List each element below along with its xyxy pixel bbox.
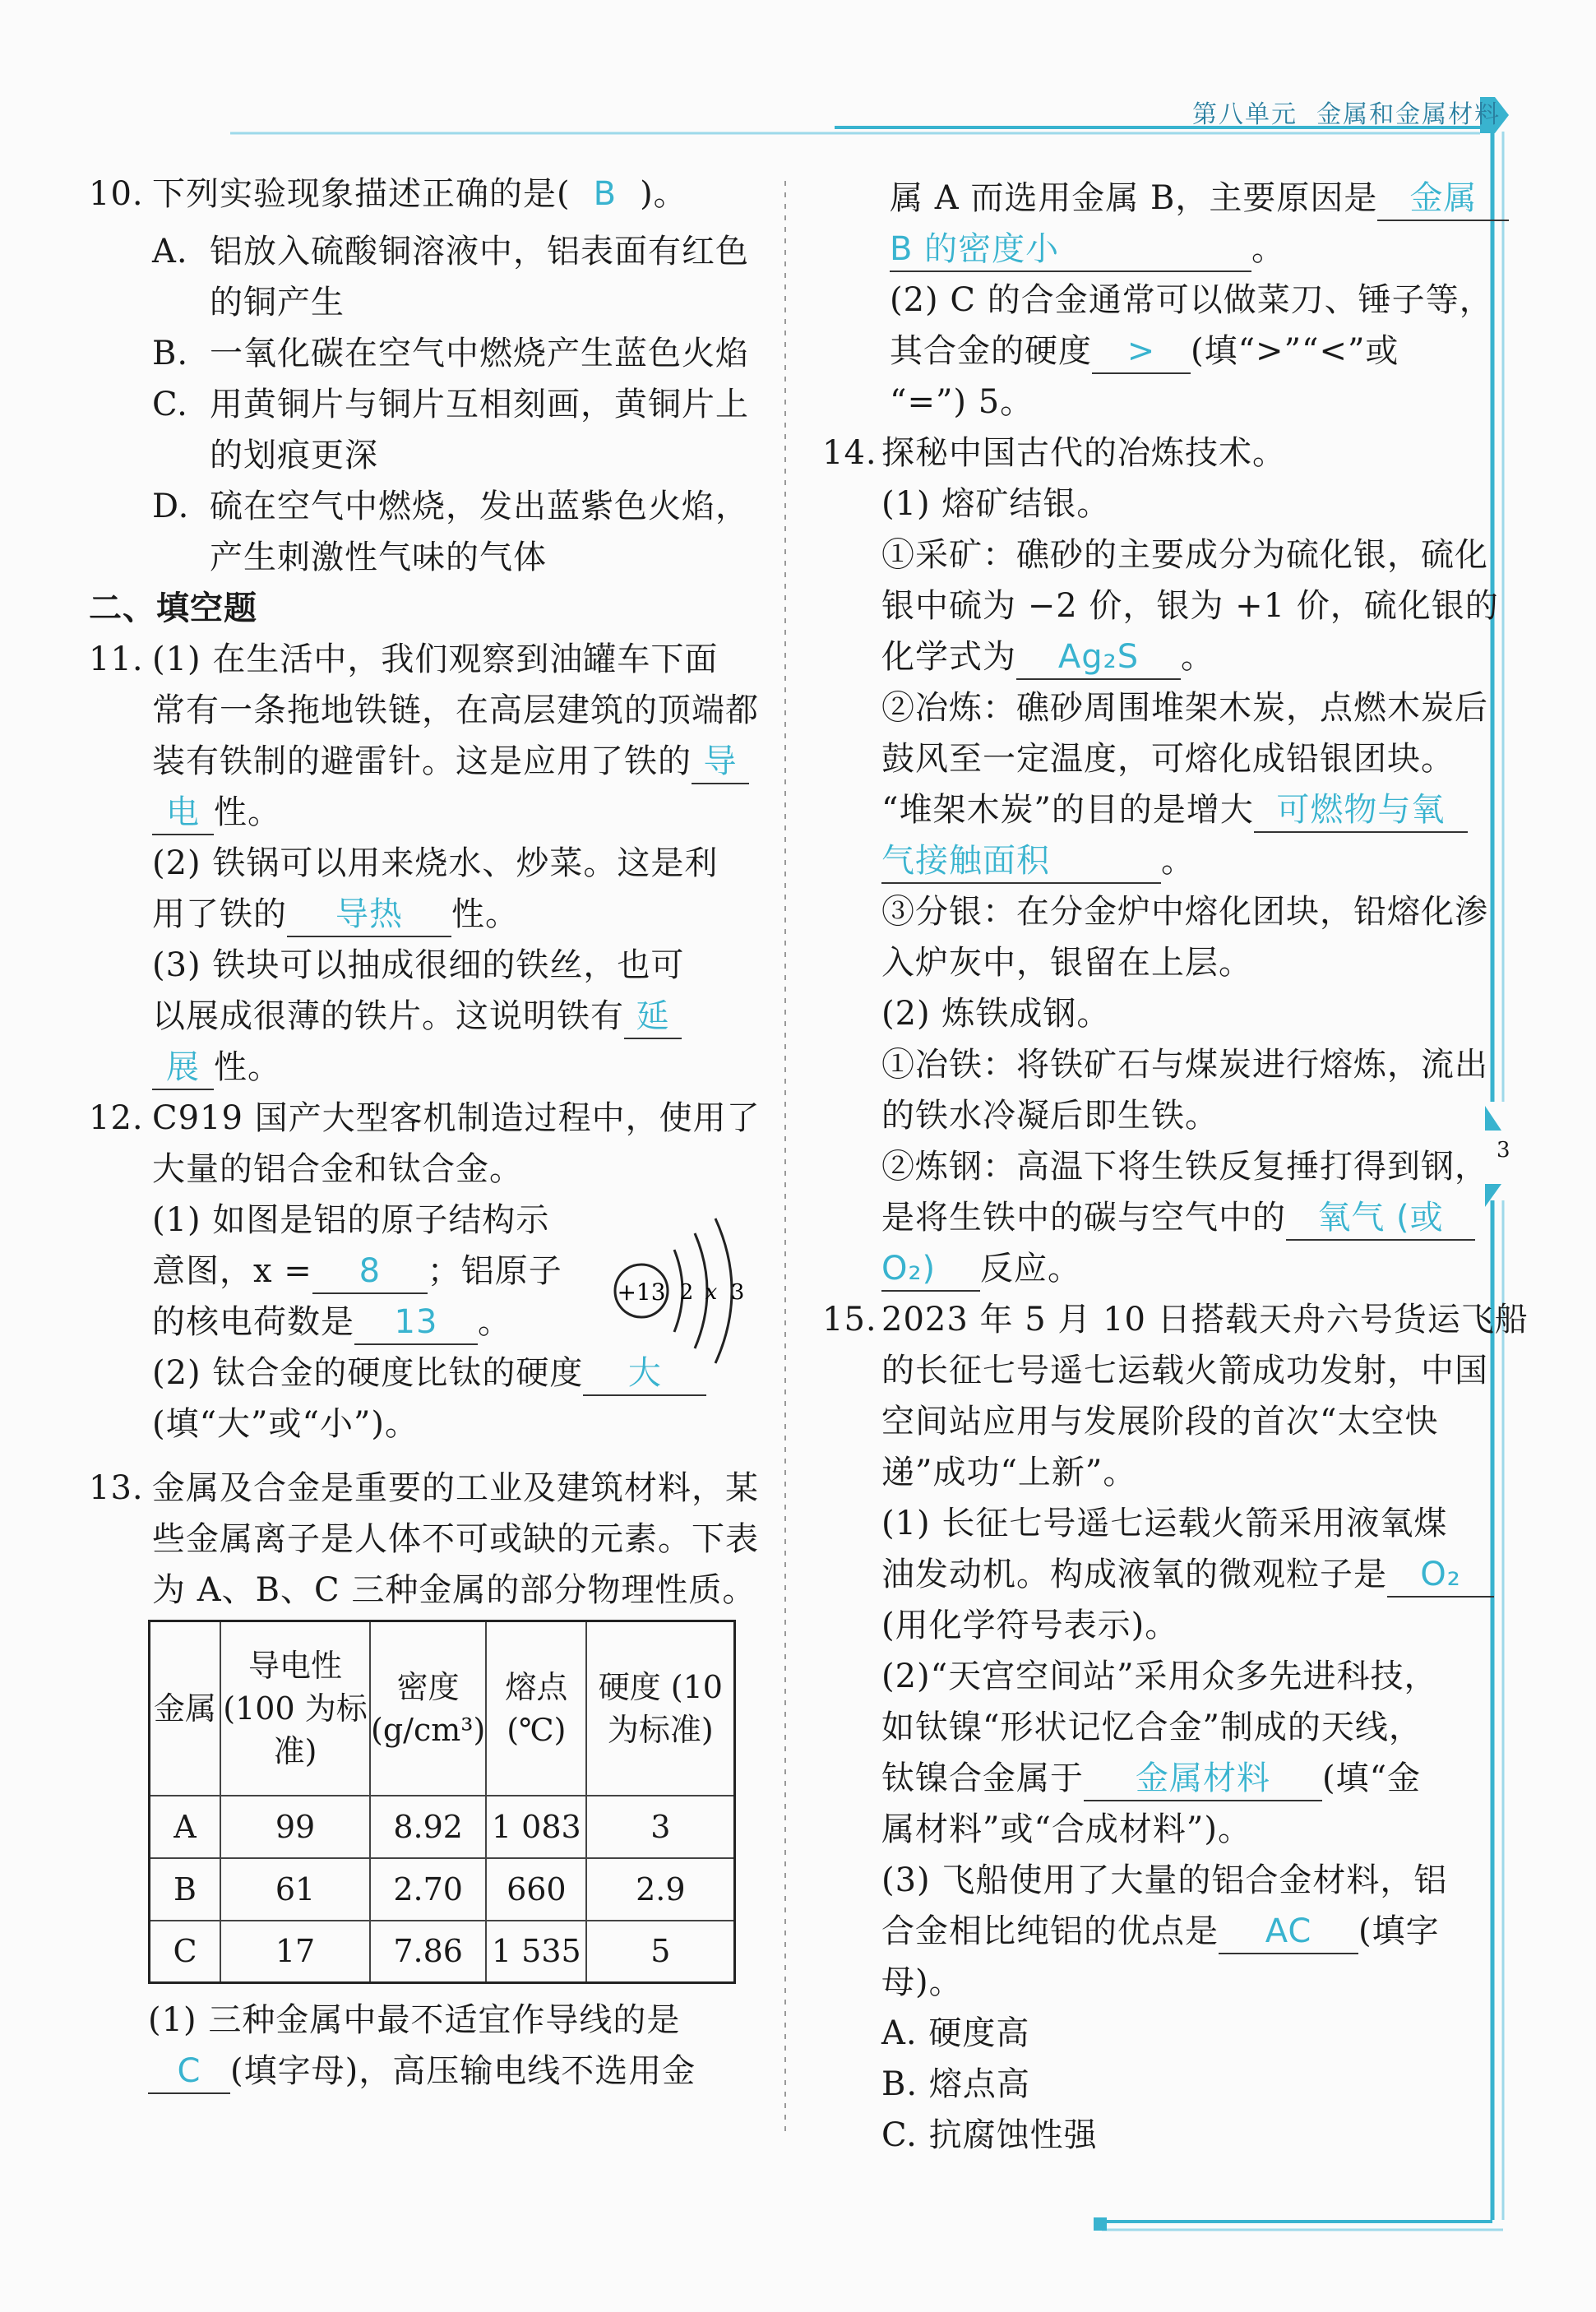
- answer-q12-charge: 13: [394, 1303, 438, 1341]
- answer-q13-3: >: [1126, 332, 1156, 370]
- answer-q12-hardness: 大: [627, 1354, 662, 1392]
- option-c: C. 抗腐蚀性强: [881, 2116, 1098, 2154]
- answer-q11-1a: 导: [703, 742, 738, 780]
- nucleus-label: +13: [617, 1279, 666, 1306]
- option-a: A. 硬度高: [881, 2014, 1030, 2052]
- section-heading: 二、填空题: [89, 590, 257, 627]
- shell-3-count: 3: [730, 1280, 745, 1305]
- table-header-conductivity: 导电性 (100 为标 准): [220, 1621, 370, 1796]
- table-header-melting: 熔点 (℃): [486, 1621, 586, 1796]
- table-row: A 99 8.92 1 083 3: [150, 1796, 735, 1858]
- answer-q13-1: C: [177, 2052, 201, 2090]
- answer-q11-3a: 延: [636, 997, 670, 1035]
- table-row: C 17 7.86 1 535 5: [150, 1921, 735, 1983]
- table-header-hardness: 硬度 (10 为标准): [586, 1621, 735, 1796]
- metal-properties-table: [148, 1620, 736, 1984]
- table-header-density: 密度 (g/cm³): [370, 1621, 486, 1796]
- shell-2-count: x: [705, 1280, 718, 1305]
- answer-q11-3b: 展: [166, 1048, 200, 1086]
- answer-q15-2: 金属材料: [1136, 1759, 1270, 1797]
- shell-arc-3: [715, 1218, 732, 1363]
- option-b: B. 熔点高: [881, 2065, 1030, 2103]
- aluminum-atom-diagram: [596, 1200, 761, 1365]
- answer-q14-oxygen-b: O₂): [881, 1250, 937, 1288]
- table-row: B 61 2.70 660 2.9: [150, 1858, 735, 1921]
- answer-q13-2b: B 的密度小: [890, 230, 1060, 268]
- answer-q14-oxygen-a: 氧气 (或: [1317, 1199, 1444, 1237]
- shell-1-count: 2: [679, 1280, 694, 1305]
- answer-q14-formula: Ag₂S: [1057, 638, 1140, 676]
- table-header-metal: 金属: [150, 1621, 221, 1796]
- answer-q13-2a: 金属: [1409, 179, 1478, 217]
- answer-q10: B: [593, 175, 618, 213]
- page-number: 3: [1497, 1138, 1510, 1163]
- answer-q14-wood-b: 气接触面积: [881, 842, 1050, 880]
- answer-q11-2: 导热: [335, 895, 403, 933]
- answer-q15-3: AC: [1265, 1912, 1312, 1950]
- answer-q12-x: 8: [359, 1252, 382, 1290]
- answer-q11-1b: 电: [166, 793, 200, 831]
- answer-q15-1: O₂: [1420, 1556, 1461, 1593]
- header-title: 第八单元 金属和金属材料: [1192, 100, 1501, 129]
- answer-q14-wood-a: 可燃物与氧: [1276, 791, 1446, 829]
